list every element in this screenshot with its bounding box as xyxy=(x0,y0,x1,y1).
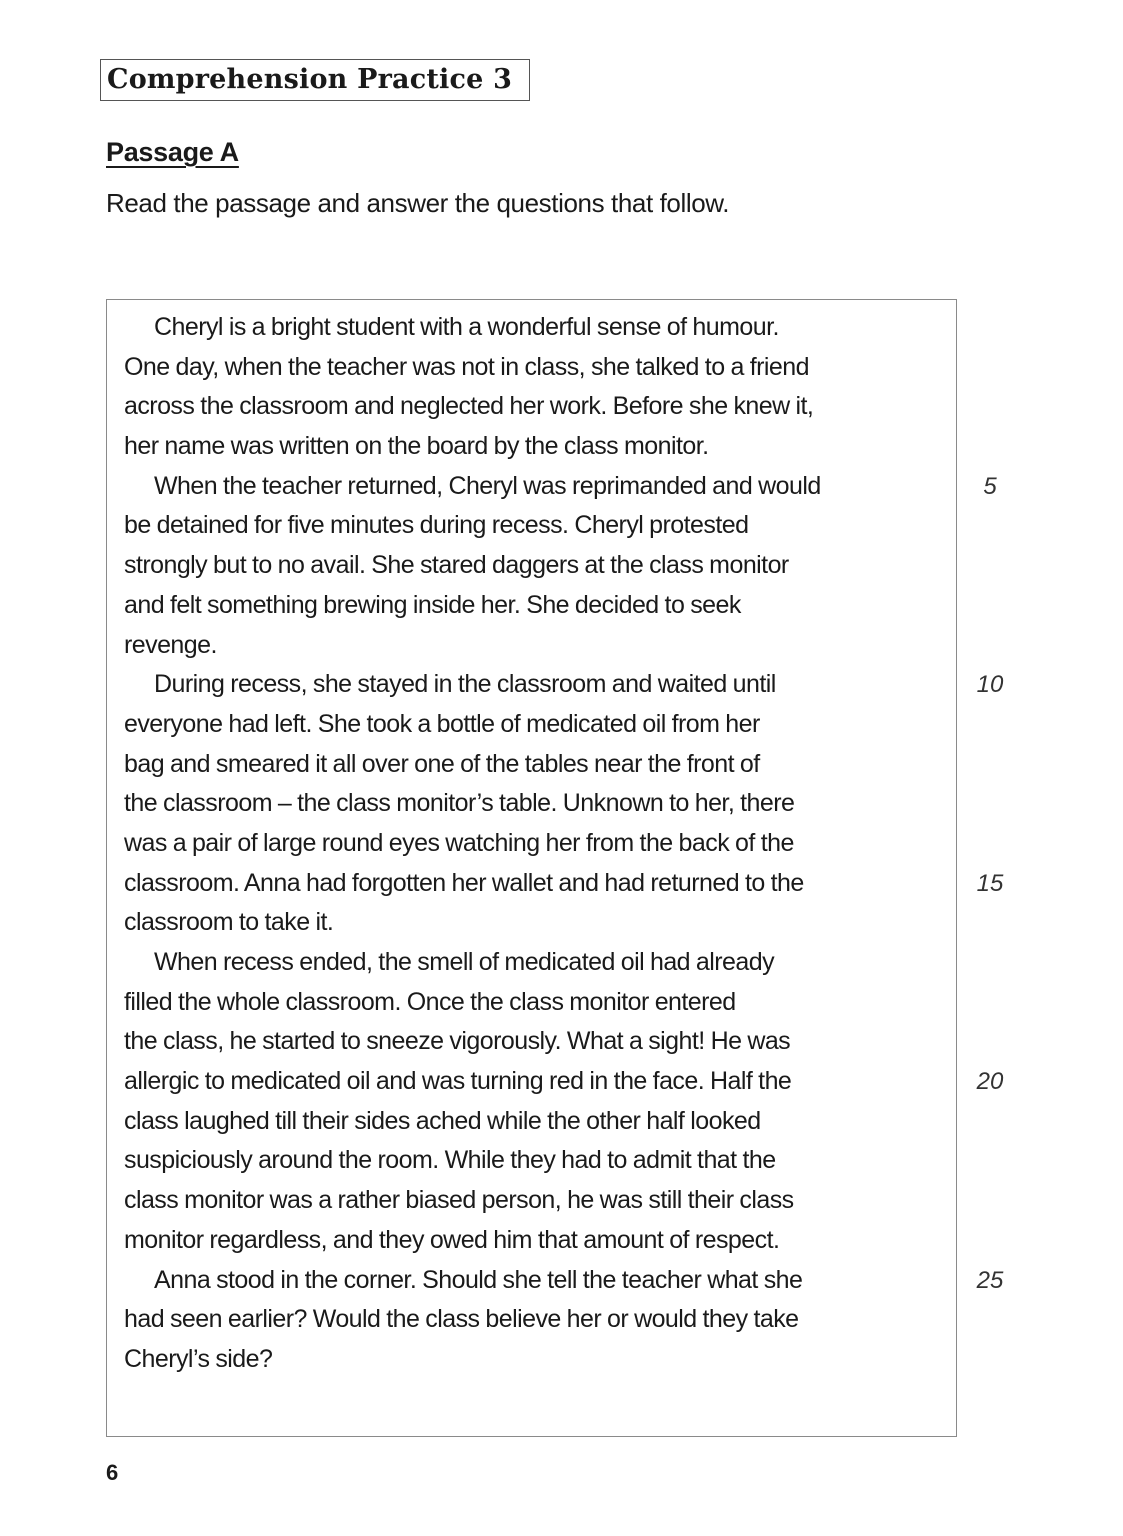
passage-line: class laughed till their sides ached while the other half looked xyxy=(124,1106,761,1135)
passage-text xyxy=(124,308,821,1380)
line-number xyxy=(960,824,1020,864)
line-number xyxy=(960,586,1020,626)
passage-line: During recess, she stayed in the classroom and waited until xyxy=(154,670,776,699)
line-number xyxy=(960,745,1020,785)
instructions-text: Read the passage and answer the questions that follow. xyxy=(106,188,730,218)
practice-title: Comprehension Practice 3 xyxy=(100,59,530,101)
line-number xyxy=(960,1022,1020,1062)
line-number xyxy=(960,427,1020,467)
line-number xyxy=(960,903,1020,943)
passage-line: When the teacher returned, Cheryl was reprimanded and would xyxy=(154,471,821,500)
passage-line: filled the whole classroom. Once the class monitor entered xyxy=(124,987,736,1016)
line-number xyxy=(960,308,1020,348)
line-number: 10 xyxy=(976,671,1004,699)
passage-line: One day, when the teacher was not in class, she talked to a friend xyxy=(124,352,809,381)
passage-line: monitor regardless, and they owed him that amount of respect. xyxy=(124,1225,780,1254)
line-number-margin xyxy=(960,308,1020,1380)
line-number xyxy=(960,943,1020,983)
passage-line: classroom. Anna had forgotten her wallet and had returned to the xyxy=(124,868,804,897)
line-number xyxy=(960,546,1020,586)
passage-line: across the classroom and neglected her work. Before she knew it, xyxy=(124,392,814,421)
passage-line: Anna stood in the corner. Should she tell the teacher what she xyxy=(154,1265,803,1294)
passage-heading: Passage A xyxy=(106,137,239,167)
line-number xyxy=(960,506,1020,546)
line-number xyxy=(960,1181,1020,1221)
line-number xyxy=(960,983,1020,1023)
line-number: 25 xyxy=(976,1266,1004,1294)
passage-line: be detained for five minutes during recess. Cheryl protested xyxy=(124,511,749,540)
passage-line: the classroom – the class monitor’s table. Unknown to her, there xyxy=(124,789,795,818)
line-number: 5 xyxy=(983,472,997,500)
line-number: 20 xyxy=(976,1068,1004,1096)
line-number xyxy=(960,1102,1020,1142)
passage-line: her name was written on the board by the class monitor. xyxy=(124,432,709,461)
line-number xyxy=(960,1141,1020,1181)
line-number xyxy=(960,348,1020,388)
line-number xyxy=(960,1340,1020,1380)
passage-line: revenge. xyxy=(124,630,217,659)
passage-line: had seen earlier? Would the class believe her or would they take xyxy=(124,1305,799,1334)
line-number xyxy=(960,784,1020,824)
line-number xyxy=(960,1221,1020,1261)
passage-line: allergic to medicated oil and was turning red in the face. Half the xyxy=(124,1067,792,1096)
passage-line: strongly but to no avail. She stared daggers at the class monitor xyxy=(124,551,789,580)
line-number xyxy=(960,705,1020,745)
passage-line: bag and smeared it all over one of the tables near the front of xyxy=(124,749,760,778)
passage-line: Cheryl’s side? xyxy=(124,1344,273,1373)
line-number xyxy=(960,1300,1020,1340)
line-number xyxy=(960,626,1020,666)
passage-line: suspiciously around the room. While they had to admit that the xyxy=(124,1146,776,1175)
passage-line: was a pair of large round eyes watching her from the back of the xyxy=(124,828,794,857)
passage-line: everyone had left. She took a bottle of medicated oil from her xyxy=(124,709,760,738)
page-number: 6 xyxy=(106,1460,119,1485)
line-number: 15 xyxy=(976,869,1004,897)
passage-line: When recess ended, the smell of medicated oil had already xyxy=(154,948,775,976)
line-number xyxy=(960,387,1020,427)
passage-line: and felt something brewing inside her. She decided to seek xyxy=(124,590,741,619)
passage-line: the class, he started to sneeze vigorously. What a sight! He was xyxy=(124,1027,791,1056)
passage-line: classroom to take it. xyxy=(124,908,334,937)
passage-line: Cheryl is a bright student with a wonderful sense of humour. xyxy=(154,313,779,341)
passage-line: class monitor was a rather biased person, he was still their class xyxy=(124,1186,794,1215)
